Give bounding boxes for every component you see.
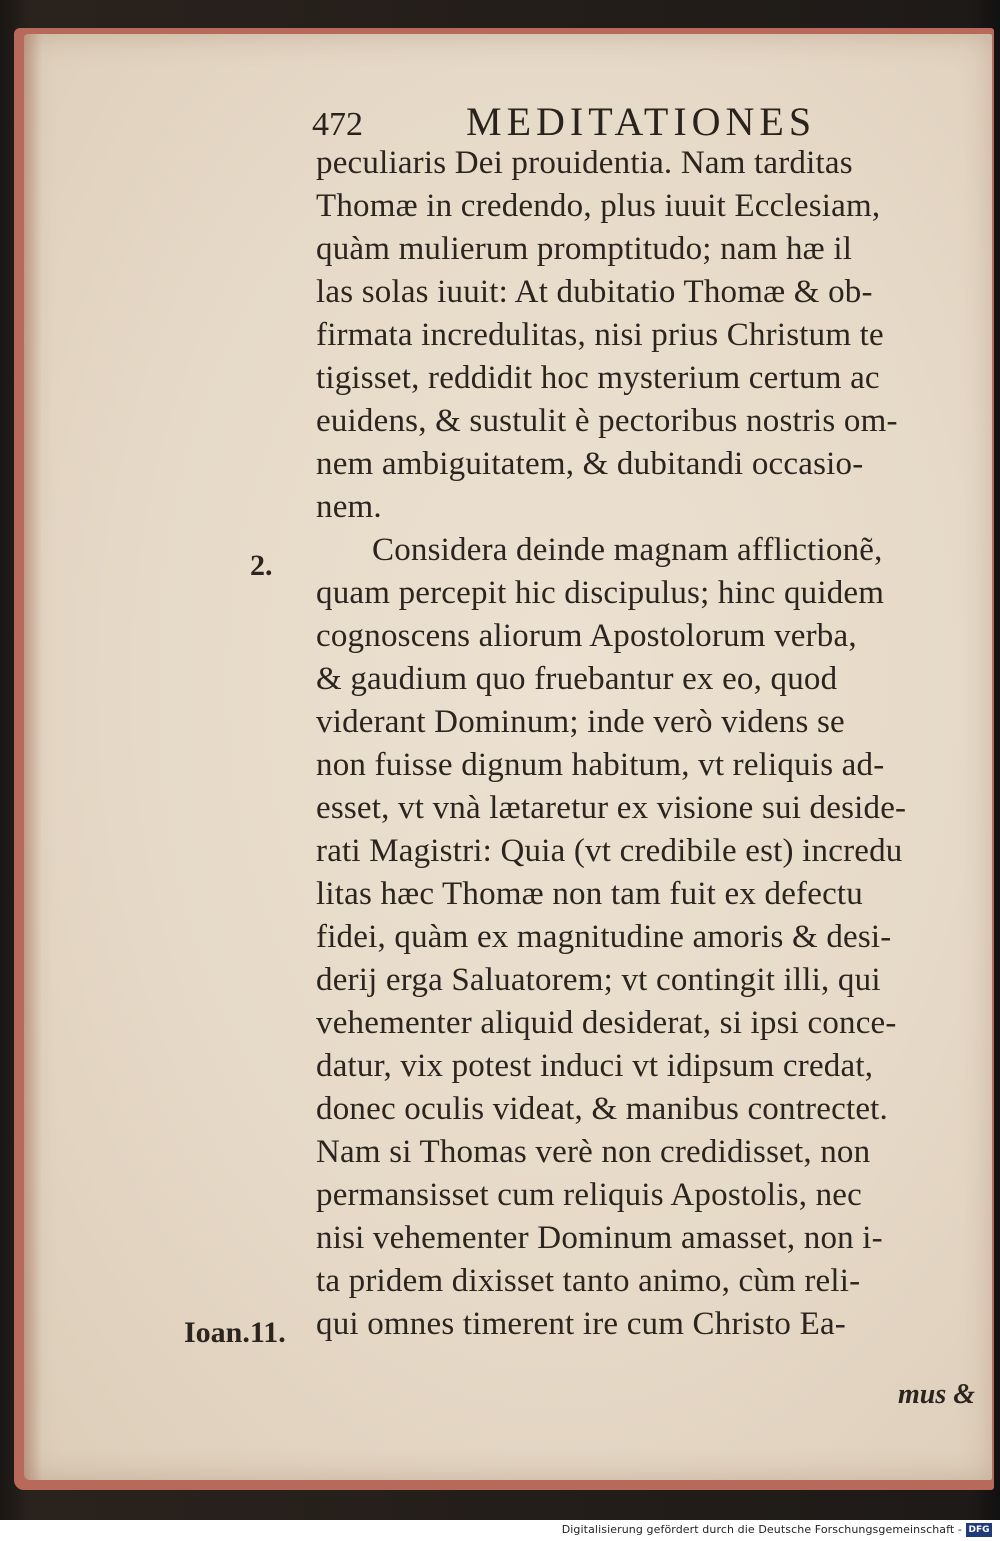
text-line: nem ambiguitatem, & dubitandi occasio-: [316, 446, 864, 482]
text-line: fidei, quàm ex magnitudine amoris & desi-: [316, 919, 892, 955]
page-number: 472: [312, 106, 363, 143]
text-line: quàm mulierum promptitudo; nam hæ il: [316, 231, 853, 267]
text-line: viderant Dominum; inde verò videns se: [316, 704, 845, 740]
margin-citation: Ioan.11.: [184, 1316, 286, 1349]
text-line: litas hæc Thomæ non tam fuit ex defectu: [316, 876, 863, 912]
text-line: qui omnes timerent ire cum Christo Ea-: [316, 1306, 846, 1342]
text-line: donec oculis videat, & manibus contrectet.: [316, 1091, 888, 1127]
text-line: tigisset, reddidit hoc mysterium certum ac: [316, 360, 880, 396]
text-line: non fuisse dignum habitum, vt reliquis ad-: [316, 747, 885, 783]
text-line: Nam si Thomas verè non credidisset, non: [316, 1134, 871, 1170]
text-line: rati Magistri: Quia (vt credibile est) incredu: [316, 833, 903, 869]
catchword: mus &: [898, 1379, 976, 1410]
text-line: peculiaris Dei prouidentia. Nam tarditas: [316, 145, 853, 181]
text-line: cognoscens aliorum Apostolorum verba,: [316, 618, 857, 654]
running-head: MEDITATIONES: [466, 99, 817, 144]
text-line: datur, vix potest induci vt idipsum credat,: [316, 1048, 874, 1084]
text-line: firmata incredulitas, nisi prius Christum te: [316, 317, 884, 353]
text-line: & gaudium quo fruebantur ex eo, quod: [316, 661, 838, 697]
margin-section-number: 2.: [250, 549, 273, 582]
dfg-logo-icon: DFG: [966, 1523, 992, 1537]
text-line: derij erga Saluatorem; vt contingit illi, qui: [316, 962, 881, 998]
text-line: las solas iuuit: At dubitatio Thomæ & ob-: [316, 274, 873, 310]
text-line: quam percepit hic discipulus; hinc quidem: [316, 575, 885, 611]
text-line: nisi vehementer Dominum amasset, non i-: [316, 1220, 883, 1256]
book-page: [24, 34, 992, 1480]
text-line: esset, vt vnà lætaretur ex visione sui deside-: [316, 790, 907, 826]
funding-credit: Digitalisierung gefördert durch die Deutsche Forschungsgemeinschaft -: [561, 1523, 962, 1536]
digitization-footer: [0, 1520, 1000, 1541]
text-line: Considera deinde magnam afflictionẽ,: [372, 532, 883, 568]
text-line: permansisset cum reliquis Apostolis, nec: [316, 1177, 863, 1213]
body-text: [316, 142, 992, 1346]
text-line: nem.: [316, 489, 382, 525]
text-line: vehementer aliquid desiderat, si ipsi conce-: [316, 1005, 897, 1041]
text-line: ta pridem dixisset tanto animo, cùm reli-: [316, 1263, 861, 1299]
page-header: [312, 96, 952, 146]
text-line: Thomæ in credendo, plus iuuit Ecclesiam,: [316, 188, 881, 224]
text-line: euidens, & sustulit è pectoribus nostris om-: [316, 403, 898, 439]
